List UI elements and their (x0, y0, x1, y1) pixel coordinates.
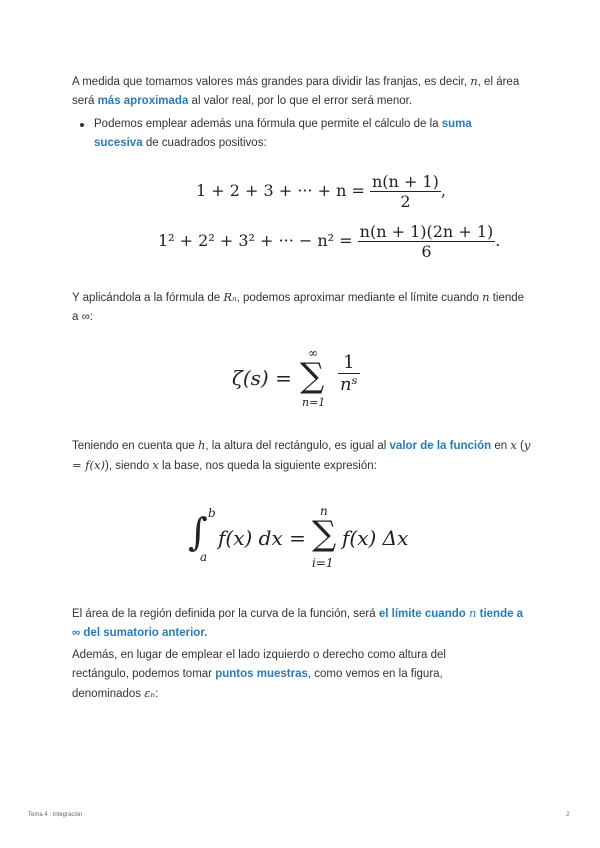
highlight-puntos-muestras: puntos muestras (215, 668, 308, 680)
highlight-mas-aproximada: más aproximada (97, 95, 189, 107)
formula-sum-squares: 1² + 2² + 3² + ··· − n² = $\frac{n(n + 1)(2n + 1)}{6}$ . (158, 222, 501, 261)
math-n: n (469, 606, 477, 620)
highlight-limite: el límite cuando (378, 608, 466, 620)
bullet-marker (80, 123, 84, 127)
math-epsilon-n: εₙ (144, 686, 156, 700)
highlight-sumatorio: tiende a ∞ del sumatorio anterior. (72, 608, 524, 639)
highlight-valor-de-la-funcion: valor de la función (389, 440, 492, 452)
math-x: x (510, 438, 517, 452)
formula-zeta: ζ(s) = ∞ ∑ n=1 $\frac{1}{\text{nˢ}}$ (232, 346, 358, 409)
formula-sum-integers: 1 + 2 + 3 + ··· + n = $\frac{n(n + 1)}{2}$ , (196, 172, 446, 211)
math-x: x (152, 458, 159, 472)
paragraph-sample-points: Además, en lugar de emplear el lado izquierdo o derecho como altura del rectángulo, podemos tomar puntos muestras, como vemos en la figura, denominados εₙ: (72, 649, 446, 700)
math-h: h (197, 438, 206, 452)
highlight-suma-sucesiva: suma sucesiva (94, 118, 472, 149)
paragraph-area-region: El área de la región definida por la curva de la función, será el límite cuando n tiende a ∞ del sumatorio anterior. (72, 606, 524, 639)
math-Rn: Rₙ (223, 290, 237, 304)
footer-page-number: 2 (566, 812, 570, 818)
math-y-equals-fx: y = f(x) (72, 438, 531, 472)
math-n: n (482, 290, 490, 304)
paragraph-area-approximation: A medida que tomamos valores más grandes para dividir las franjas, es decir, n, el área será más aproximada al valor real, por lo que el error será menor. (72, 74, 520, 107)
footer-title: Tema 4 : Integración (28, 812, 83, 818)
bullet-suma-sucesiva: Podemos emplear además una fórmula que permite el cálculo de la suma sucesiva de cuadrados positivos: (94, 118, 472, 149)
paragraph-height-function: Teniendo en cuenta que h, la altura del rectángulo, es igual al valor de la función en x (y = f(x)), siendo x la base, nos queda la siguiente expresión: (72, 438, 531, 472)
math-n: n (470, 74, 478, 88)
paragraph-limit-rn: Y aplicándola a la fórmula de Rₙ, podemos aproximar mediante el límite cuando n tiende a ∞: (72, 290, 525, 323)
formula-integral-sum: ∫ b a f(x) dx = n ∑ i=1 f(x) Δx (188, 504, 409, 570)
